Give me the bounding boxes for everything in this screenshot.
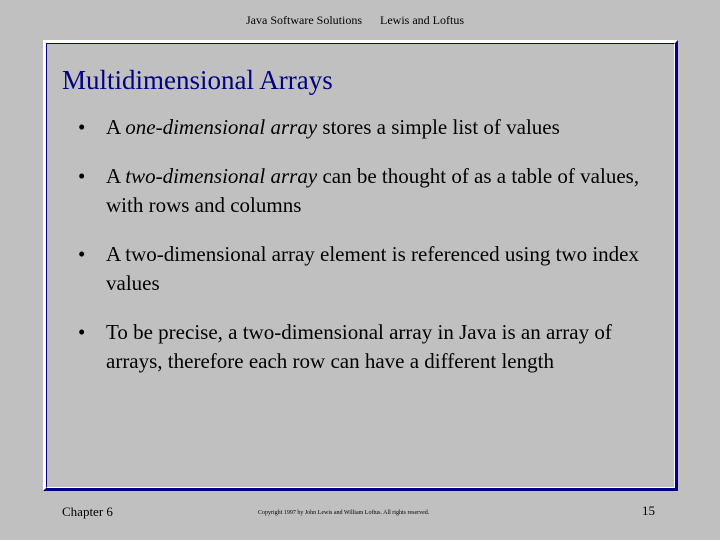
bullet-item (78, 162, 668, 220)
bullet-text-plain: To be precise, a two-dimensional array in Java is an array of arrays, therefore each row can have a different length (106, 320, 612, 373)
bullet-item (78, 318, 668, 376)
footer-copyright: Copyright 1997 by John Lewis and William Loftus. All rights reserved. (258, 510, 430, 516)
footer-page-number: 15 (642, 503, 655, 518)
slide-title: Multidimensional Arrays (62, 65, 333, 95)
bullet-item (78, 240, 668, 298)
footer-chapter: Chapter 6 (62, 504, 113, 519)
bullet-text-emphasis: one-dimensional array (125, 115, 318, 139)
bullet-text-plain: A (106, 164, 126, 188)
bullet-text-plain: stores a simple list of values (317, 115, 560, 139)
bullet-dot-icon: • (78, 115, 86, 139)
bullet-text-plain: A (106, 115, 126, 139)
bullet-text-plain: can be thought of as a table of values, with rows and columns (106, 164, 640, 217)
bullet-dot-icon: • (78, 242, 86, 266)
header-book-title: Java Software Solutions (246, 13, 362, 27)
bullet-list (78, 113, 668, 396)
bullet-text-emphasis: two-dimensional array (125, 164, 318, 188)
bullet-dot-icon: • (78, 320, 86, 344)
bullet-dot-icon: • (78, 164, 86, 188)
bullet-text-plain: A two-dimensional array element is referenced using two index values (106, 242, 639, 295)
bullet-item (78, 113, 668, 142)
header-authors: Lewis and Loftus (380, 13, 464, 27)
